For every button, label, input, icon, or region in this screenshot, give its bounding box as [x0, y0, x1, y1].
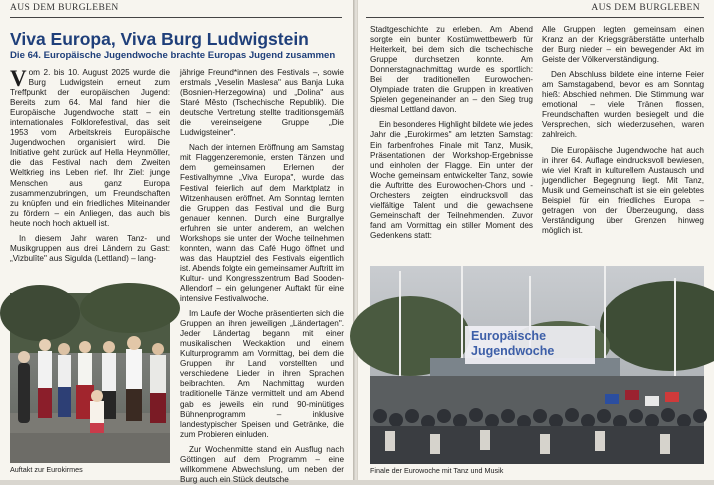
paragraph: Die Europäische Jugendwoche hat auch in ihrer 64. Auflage eindrucksvoll bewiesen, wie viel Kraft in kulturellem Austausch und jugendlicher Begegnung liegt. Mit Tanz, Musik und Gemeinschaft ist sie ein gelebtes Beispiel für ein friedliches Europa – getragen von der Überzeugung, dass Verständigung über Grenzen hinweg möglich ist. [542, 145, 704, 235]
paragraph: Nach der internen Eröffnung am Samstag mit Flaggenzeremonie, ersten Tänzen und dem gemeinsamen Erlernen der Festivalhymne „Viva Europa", wurde das Festival feierlich auf dem Marktplatz in Witzenhausen eröffnet. Am Sonntag lernten die Gruppen das Festival und die Burg genauer kennen. Durch eine Burgrallye erfuhren sie unter anderem, an welchen Workshops sie unter der Woche teilnehmen konnten, wann das Café Hugo öffnet und was das Hauptziel des Festivals eigentlich ist. Abends folgte ein gemeinsamer Auftritt im Kultur- und Kongresszentrum Bad Sooden-Allendorf – ein gelungener Auftakt für eine intensive Festivalwoche. [180, 143, 344, 304]
drop-cap: V [10, 66, 27, 91]
running-head-right: AUS DEM BURGLEBEN [591, 3, 700, 13]
left-column-2 [180, 68, 344, 484]
paragraph: Stadtgeschichte zu erleben. Am Abend sorgte ein bunter Kostümwettbewerb für Heiterkeit, bei dem sich die tschechische Gruppe durchsetzen konnte. Am Donnerstagnachmittag wurde es sportlich: Bei der traditionellen Eurowochen-Olympiade traten die Gruppen in kreativen Spielen gegeneinander an – den Sieg trug diesmal Lettland davon. [370, 25, 533, 115]
paragraph: Alle Gruppen legten gemeinsam einen Kranz an der Kriegsgräberstätte unterhalb der Burg nieder – ein bewegender Akt im Geiste der Völkerverständigung. [542, 25, 704, 65]
banner-line-1: Europäische [471, 329, 547, 343]
paragraph: jährige Freund*innen des Festivals –, sowie erstmals „Veselin Maslesa" aus Banja Luka (Bosnien-Herzegowina) und „Dolina" aus Staré Město (Tschechische Republik). Die deutsche Vertretung stellte traditionsgemäß die vereinseigene Gruppe „Die Ludwigsteiner". [180, 68, 344, 138]
paragraph: Zur Wochenmitte stand ein Ausflug nach Göttingen auf dem Programm – eine willkommene Abwechslung, um neben der Burg auch ein Stück deutsche [180, 444, 344, 484]
paragraph: Ein besonderes Highlight bildete wie jedes Jahr die „Eurokirmes" am letzten Samstag: Ein farbenfrohes Finale mit Tanz, Musik, Präsentationen der Workshop-Ergebnisse und einholen der Flagge. Ein unter der Woche gemeinsam entwickelter Tanz, sowie die Auftritte des Eurowochen-Chors und -Orchesters zeigten eindrucksvoll das vielfältige Talent und die gewachsene Gemeinschaft der Teilnehmenden. Zuvor fand am Vormittag ein stiller Moment des Gedenkens statt: [370, 120, 533, 240]
left-page [0, 0, 353, 484]
left-column-1 [10, 68, 170, 290]
paragraph: Den Abschluss bildete eine interne Feier am Samstagabend, bevor es am Sonntag hieß: Abschied nehmen. Die Stimmung war emotional – viele Tränen flossen, Freundschaften wurden besiegelt und die Versprechen, sich wiederzusehen, waren zahlreich. [542, 70, 704, 140]
article-subhead: Die 64. Europäische Jugendwoche brachte Europas Jugend zusammen [10, 50, 336, 61]
banner [465, 326, 595, 364]
right-column-1 [370, 25, 533, 253]
photo-caption-right: Finale der Eurowoche mit Tanz und Musik [370, 466, 504, 475]
right-column-2 [542, 25, 704, 263]
article-headline: Viva Europa, Viva Burg Ludwigstein [10, 29, 309, 49]
paragraph: In diesem Jahr waren Tanz- und Musikgruppen aus drei Ländern zu Gast: „Vizbulīte" aus Sigulda (Lettland) – lang- [10, 233, 170, 263]
running-head-left: AUS DEM BURGLEBEN [10, 3, 119, 13]
paragraph: Vom 2. bis 10. August 2025 wurde die Burg Ludwigstein erneut zum Treffpunkt der europäischen Jugend: Bereits zum 64. Mal fand hier die Europäische Jugendwoche statt – ein internationales Folklorefestival, das seit 1953 vom Arbeitskreis Europäische Jugendwochen organisiert wird. Die Initiative geht zurück auf Hella Heynmöller, die das Festival nach dem Zweiten Weltkrieg ins Leben rief. Ihr Ziel: junge Menschen aus ganz Europa zusammenzubringen, um Freundschaften zu knüpfen und ein friedliches Miteinander zu fördern – ein Anliegen, das auch bis heute noch hoch aktuell ist. [10, 66, 170, 228]
running-head-rule-left [10, 17, 342, 18]
banner-line-2: Jugendwoche [471, 344, 555, 358]
photo-finale [370, 266, 704, 464]
photo-caption-left: Auftakt zur Eurokirmes [10, 465, 83, 474]
paragraph: Im Laufe der Woche präsentierten sich die Gruppen an ihren jeweiligen „Ländertagen". Jeder Ländertag begann mit einer musikalischen Weckaktion und einem Kulturprogramm am Vormittag, bei dem die Gruppen ihr Land vorstellten und verschiedene Lieder in ihren Sprachen beibrachten. Am Nachmittag wurden traditionelle Tänze vermittelt und am Abend gab es jeweils ein rund 90-minütiges Bühnenprogramm – inklusive landestypischer Speisen und Getränke, die zum Probieren einluden. [180, 309, 344, 439]
photo-eurokirmes [10, 293, 170, 463]
running-head-rule-right [366, 17, 704, 18]
right-page [358, 0, 714, 480]
